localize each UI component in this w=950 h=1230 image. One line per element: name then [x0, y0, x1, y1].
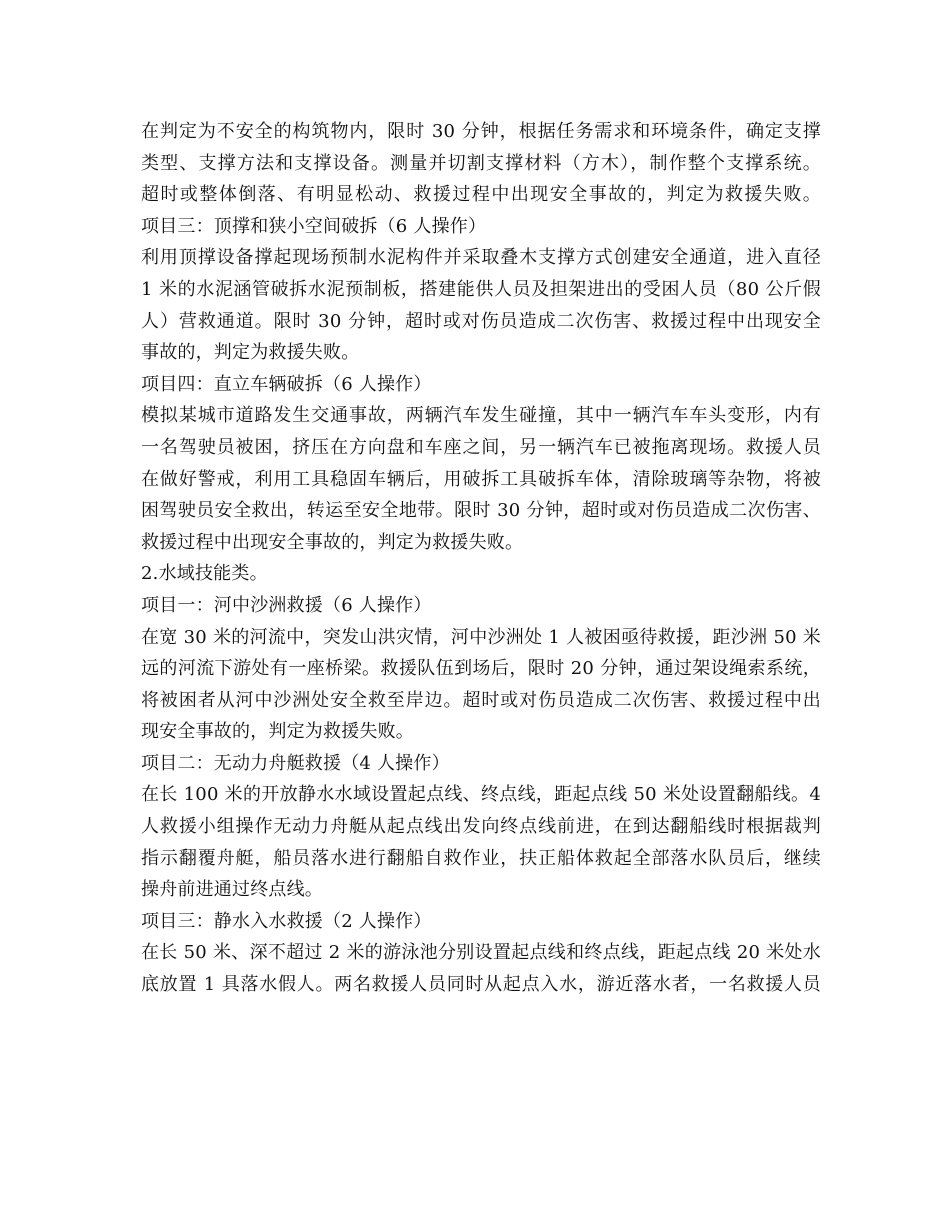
text-line: 超时或整体倒落、有明显松动、救援过程中出现安全事故的，判定为救援失败。	[141, 184, 821, 206]
text-line: 远的河流下游处有一座桥梁。救援队伍到场后，限时 20 分钟，通过架设绳索系统，	[141, 658, 821, 680]
text-line: 利用顶撑设备撑起现场预制水泥构件并采取叠木支撑方式创建安全通道，进入直径	[141, 247, 821, 269]
text-line: 在做好警戒，利用工具稳固车辆后，用破拆工具破拆车体，清除玻璃等杂物，将被	[141, 468, 821, 490]
text-line: 指示翻覆舟艇，船员落水进行翻船自救作业，扶正船体救起全部落水队员后，继续	[141, 847, 821, 869]
text-line: 在长 100 米的开放静水水域设置起点线、终点线，距起点线 50 米处设置翻船线。4	[141, 784, 821, 806]
text-line: 救援过程中出现安全事故的，判定为救援失败。	[141, 531, 524, 553]
text-line: 底放置 1 具落水假人。两名救援人员同时从起点入水，游近落水者，一名救援人员	[141, 974, 821, 996]
text-line: 项目一：河中沙洲救援（6 人操作）	[141, 594, 432, 616]
text-line: 项目二：无动力舟艇救援（4 人操作）	[141, 752, 450, 774]
text-line: 操舟前进通过终点线。	[141, 879, 323, 901]
text-line: 人救援小组操作无动力舟艇从起点线出发向终点线前进，在到达翻船线时根据裁判	[141, 816, 821, 838]
text-line: 在长 50 米、深不超过 2 米的游泳池分别设置起点线和终点线，距起点线 20 米处水	[141, 942, 821, 964]
document-body	[141, 116, 821, 1001]
text-line: 项目三：静水入水救援（2 人操作）	[141, 910, 432, 932]
text-line: 在判定为不安全的构筑物内，限时 30 分钟，根据任务需求和环境条件，确定支撑	[141, 121, 821, 142]
text-line: 项目四：直立车辆破拆（6 人操作）	[141, 373, 432, 395]
text-line: 将被困者从河中沙洲处安全救至岸边。超时或对伤员造成二次伤害、救援过程中出	[141, 689, 821, 711]
text-line: 2.水域技能类。	[141, 563, 268, 585]
text-line: 困驾驶员安全救出，转运至安全地带。限时 30 分钟，超时或对伤员造成二次伤害、	[141, 500, 821, 522]
text-line: 1 米的水泥涵管破拆水泥预制板，搭建能供人员及担架进出的受困人员（80 公斤假	[141, 278, 821, 300]
text-line: 一名驾驶员被困，挤压在方向盘和车座之间，另一辆汽车已被拖离现场。救援人员	[141, 436, 821, 458]
text-line: 类型、支撑方法和支撑设备。测量并切割支撑材料（方木），制作整个支撑系统。	[141, 152, 821, 174]
text-line: 模拟某城市道路发生交通事故，两辆汽车发生碰撞，其中一辆汽车车头变形，内有	[141, 405, 821, 427]
text-line: 人）营救通道。限时 30 分钟，超时或对伤员造成二次伤害、救援过程中出现安全	[141, 310, 821, 332]
text-line: 项目三：顶撑和狭小空间破拆（6 人操作）	[141, 215, 487, 237]
text-line: 事故的，判定为救援失败。	[141, 342, 360, 364]
text-line: 在宽 30 米的河流中，突发山洪灾情，河中沙洲处 1 人被困亟待救援，距沙洲 50 米	[141, 626, 821, 648]
text-line: 现安全事故的，判定为救援失败。	[141, 721, 414, 743]
